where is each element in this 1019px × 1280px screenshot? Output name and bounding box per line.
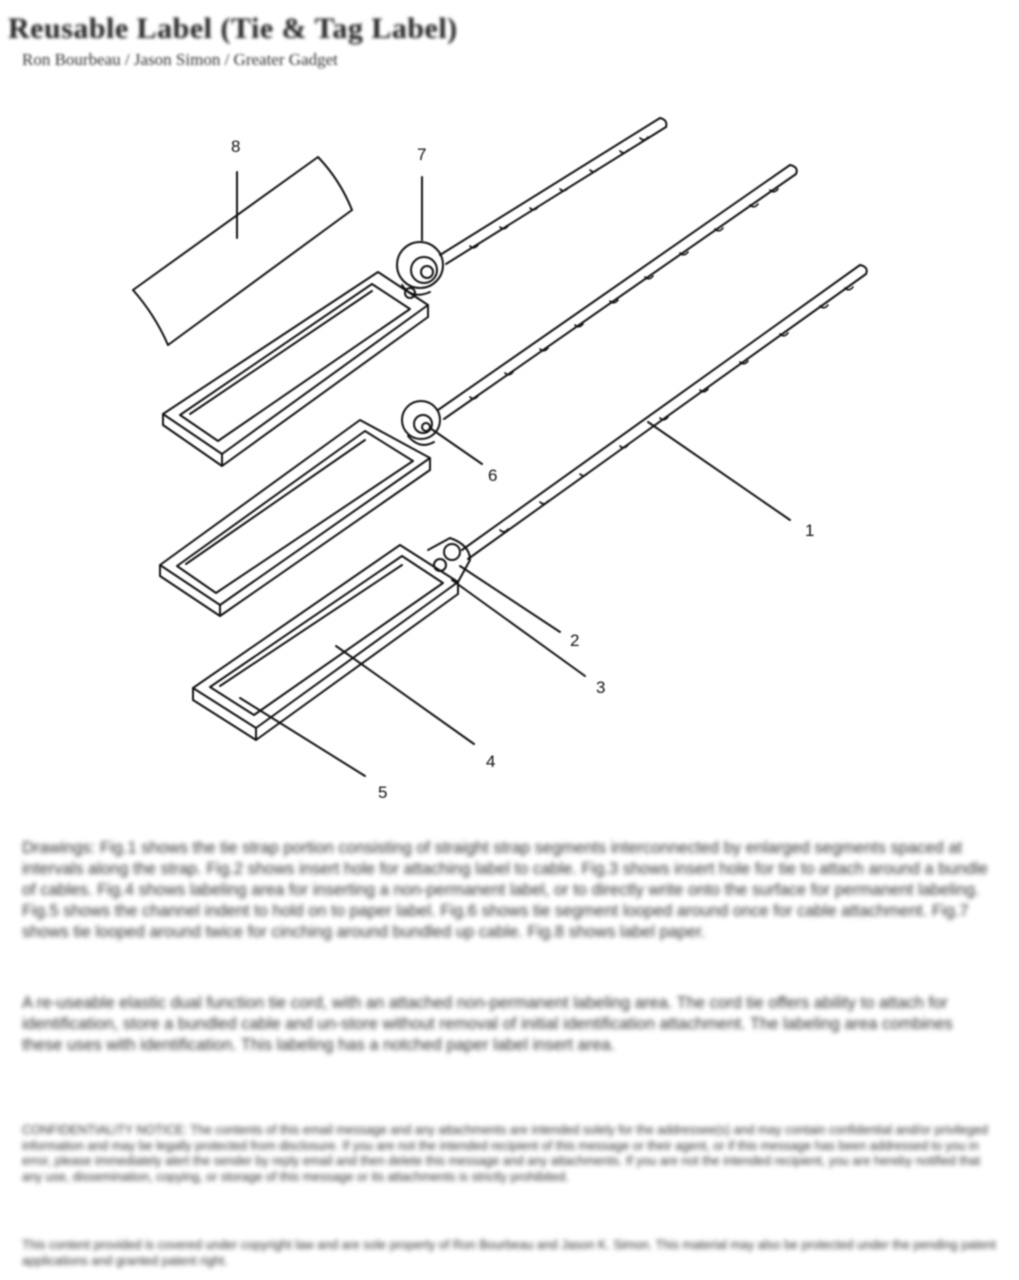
leader-6 <box>430 428 482 464</box>
callout-5: 5 <box>378 783 388 802</box>
callout-1: 1 <box>805 521 815 540</box>
summary-paragraph: A re-useable elastic dual function tie cord, with an attached non-permanent labeling area. The cord tie offers ability to attach for identification, store a bundled cable and un-store without removal of initial identification attachment. The labeling area combines these uses with identification. This labeling has a notched paper label insert area. <box>22 994 953 1054</box>
middle-strap <box>438 165 797 419</box>
summary-description <box>22 993 997 1056</box>
leader-4 <box>336 646 474 744</box>
callout-3: 3 <box>596 678 606 697</box>
top-tag <box>163 242 443 466</box>
middle-tag <box>160 401 440 616</box>
callout-4: 4 <box>486 752 496 771</box>
tie-label-illustration <box>0 100 1019 820</box>
callout-2: 2 <box>570 631 580 650</box>
bottom-strap <box>462 265 867 559</box>
callout-6: 6 <box>488 466 498 485</box>
copyright-notice <box>22 1238 997 1269</box>
bottom-tag <box>193 538 470 740</box>
drawings-paragraph: Drawings: Fig.1 shows the tie strap portion consisting of straight strap segments interconnected by enlarged segments spaced at intervals along the strap. Fig.2 shows insert hole for attaching label to cable. Fig.3 shows insert hole for tie to attach around a bundle of cables. Fig.4 shows labeling area for inserting a non-permanent label, or to directly write onto the surface for permanent labeling. Fig.5 shows the channel indent to hold on to paper label. Fig.6 shows tie segment looped around once for cable attachment. Fig.7 shows tie looped around twice for cinching around bundled up cable. Fig.8 shows label paper. <box>22 839 988 941</box>
confidentiality-paragraph: CONFIDENTIALITY NOTICE: The contents of this email message and any attachments are intended solely for the addressee(s) and may contain confidential and/or privileged information and may be legally protected from disclosure. If you are not the intended recipient of this message or their agent, or if this message has been addressed to you in error, please immediately alert the sender by reply email and then delete this message and any attachments. If you are not the intended recipient, you are hereby notified that any use, dissemination, copying, or storage of this message or its attachments is strictly prohibited. <box>22 1123 988 1184</box>
label-paper <box>133 157 352 345</box>
leader-3 <box>452 580 585 676</box>
patent-drawing <box>0 100 1019 820</box>
confidentiality-notice <box>22 1123 997 1185</box>
document-title: Reusable Label (Tie & Tag Label) <box>8 12 458 45</box>
top-strap <box>440 118 666 264</box>
document-header <box>8 12 1008 70</box>
callout-7: 7 <box>417 145 427 164</box>
leader-1 <box>648 422 790 520</box>
document-authors: Ron Bourbeau / Jason Simon / Greater Gadget <box>22 50 338 69</box>
callout-8: 8 <box>231 137 241 156</box>
drawings-description <box>22 838 997 943</box>
copyright-paragraph: This content provided is covered under copyright law and are sole property of Ron Bourbeau and Jason K. Simon. This material may also be protected under the pending patent applications and granted patent right. <box>22 1238 996 1268</box>
